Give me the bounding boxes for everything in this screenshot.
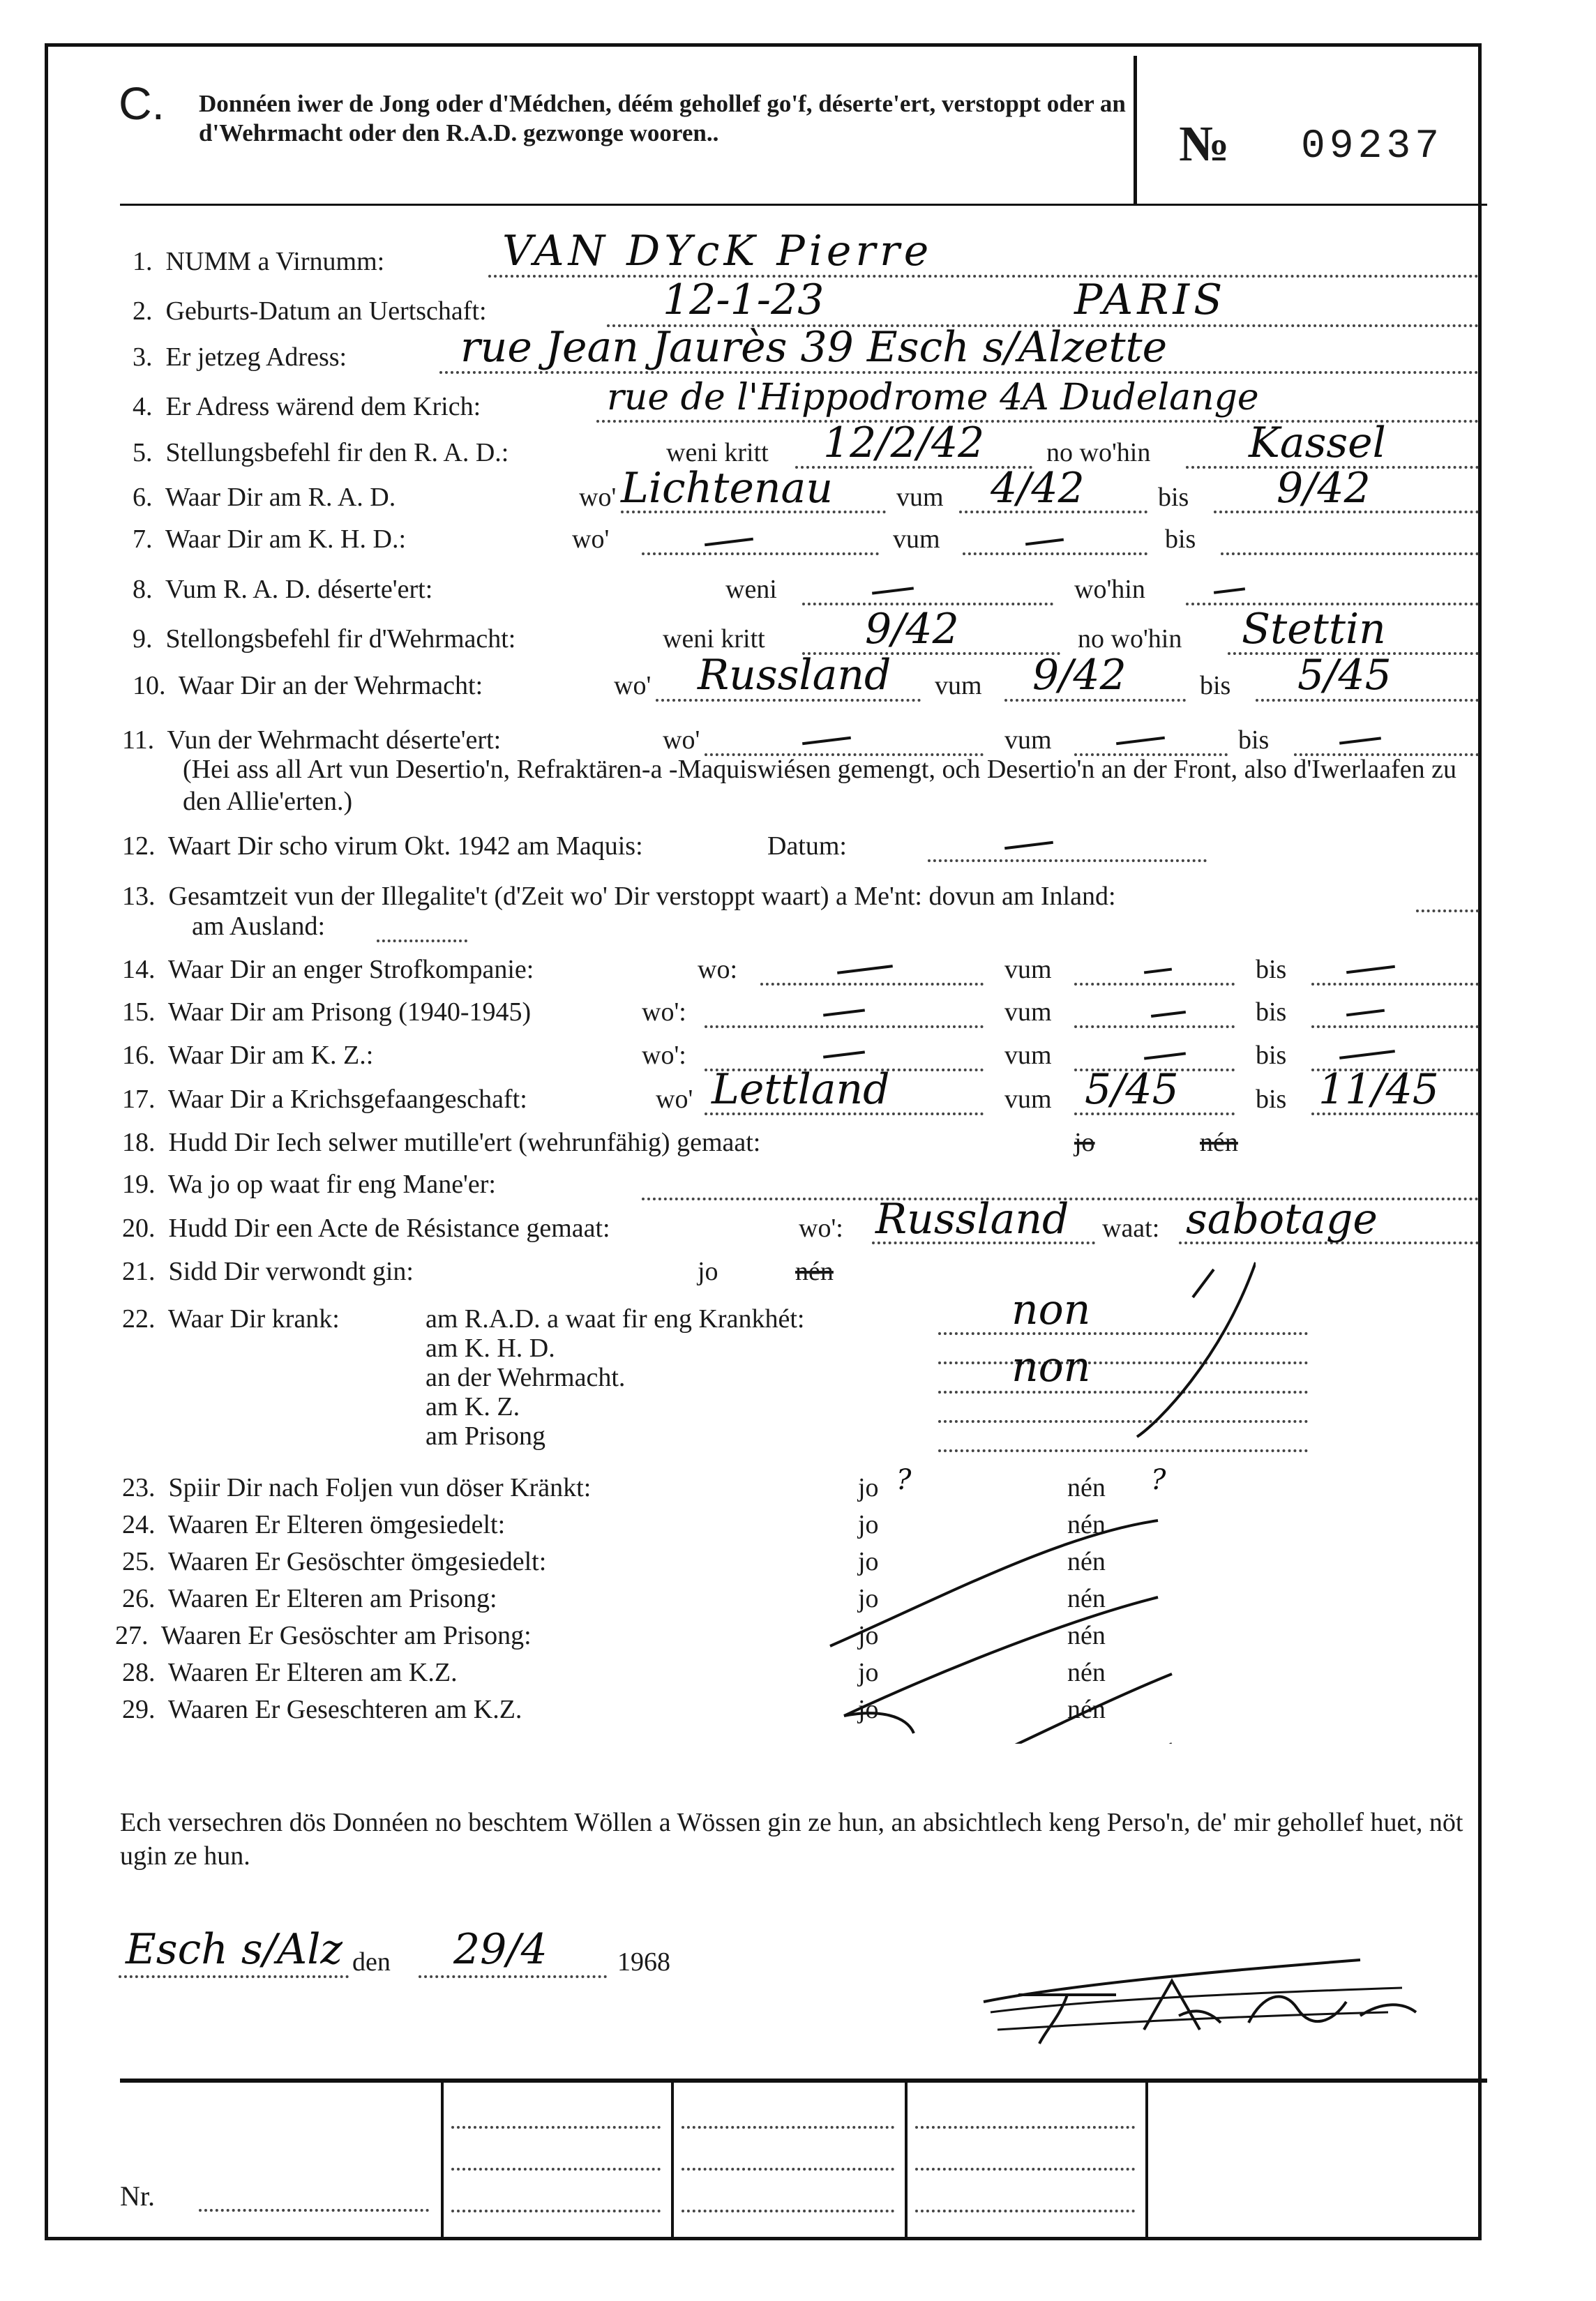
- line-6: 6. Waar Dir am R. A. D.: [133, 483, 396, 512]
- hw-war-address: rue de l'Hippodrome 4A Dudelange: [607, 377, 1259, 418]
- grid-divider: [441, 2083, 444, 2240]
- label-am-rad: am R.A.D. a waat fir eng Krankhét:: [426, 1304, 805, 1334]
- form-number: 09237: [1301, 124, 1444, 169]
- dotted-field: [642, 551, 879, 555]
- line-10: 10. Waar Dir an der Wehrmacht:: [133, 671, 483, 700]
- label-weni-kritt: weni kritt: [663, 624, 765, 654]
- section-letter: C.: [119, 77, 165, 129]
- header-rule: [120, 204, 1487, 206]
- declaration: Ech versechren dös Donnéen no beschtem Wöllen a Wössen gin ze hun, an absichtlech keng Perso'n, de' mir gehollef huet, nöt ugin ze hun.: [120, 1808, 1463, 1871]
- label-den: den: [352, 1947, 391, 1977]
- label-wo: wo:: [698, 955, 737, 984]
- label-vum: vum: [1004, 955, 1052, 984]
- line-2: 2. Geburts-Datum an Uertschaft:: [133, 296, 487, 326]
- label-bis: bis: [1200, 671, 1231, 700]
- dotted-field: [419, 1974, 607, 1978]
- dotted-field: [377, 938, 467, 942]
- option-jo: jo: [858, 1621, 879, 1650]
- option-jo: jo: [858, 1584, 879, 1613]
- label-wo: wo':: [799, 1214, 843, 1243]
- option-nen: nén: [1067, 1510, 1106, 1539]
- label-bis: bis: [1256, 1041, 1287, 1070]
- line-24: 24. Waaren Er Elteren ömgesiedelt:: [122, 1510, 506, 1539]
- dotted-field: [1311, 1024, 1479, 1028]
- dotted-field: [915, 2125, 1135, 2129]
- label-wo: wo': [663, 725, 700, 755]
- line-13: 13. Gesamtzeit vun der Illegalite't (d'Zeit wo' Dir verstoppt waart) a Me'nt: dovun am Inland:: [122, 882, 1116, 911]
- grid-divider: [671, 2083, 674, 2240]
- option-jo: jo: [858, 1695, 879, 1724]
- label-sub-kz: am K. Z.: [426, 1392, 520, 1421]
- label-weni-kritt: weni kritt: [666, 438, 769, 467]
- hw-name: VAN DYcK Pierre: [502, 227, 933, 276]
- label-datum: Datum:: [767, 831, 847, 861]
- dotted-field: [705, 1024, 984, 1028]
- label-wo: wo':: [642, 997, 686, 1027]
- label-bis: bis: [1256, 955, 1287, 984]
- hw-rad-order-where: Kassel: [1249, 418, 1386, 467]
- label-vum: vum: [1004, 1085, 1052, 1114]
- line-19: 19. Wa jo op waat fir eng Mane'er:: [122, 1170, 496, 1199]
- option-nen: nén: [1200, 1128, 1238, 1157]
- dotted-field: [963, 551, 1147, 555]
- hw-wehr-to: 5/45: [1297, 651, 1392, 700]
- dotted-field: [682, 2208, 894, 2212]
- hw-wehr-from: 9/42: [1032, 651, 1127, 700]
- line-29: 29. Waaren Er Geseschteren am K.Z.: [122, 1695, 522, 1724]
- label-vum: vum: [1004, 725, 1052, 755]
- option-nen: nén: [795, 1257, 834, 1286]
- line-3: 3. Er jetzeg Adress:: [133, 342, 347, 372]
- label-wo: wo':: [642, 1041, 686, 1070]
- hw-ill-rad: non: [1011, 1285, 1091, 1334]
- line-25: 25. Waaren Er Gesöschter ömgesiedelt:: [122, 1547, 547, 1576]
- label-year: 1968: [617, 1947, 670, 1977]
- line-20: 20. Hudd Dir een Acte de Résistance gemaat:: [122, 1214, 610, 1243]
- hw-q23-nen-mark: ?: [1151, 1464, 1166, 1496]
- option-jo: jo: [1074, 1128, 1095, 1157]
- option-nen: nén: [1067, 1658, 1106, 1687]
- hw-rad-where: Lichtenau: [621, 464, 833, 513]
- dotted-field: [682, 2166, 894, 2171]
- line-22: 22. Waar Dir krank:: [122, 1304, 340, 1334]
- label-wo: wo': [614, 671, 652, 700]
- dotted-field: [928, 858, 1207, 862]
- dotted-field: [915, 2208, 1135, 2212]
- line-7: 7. Waar Dir am K. H. D.:: [133, 525, 407, 554]
- line-label: NUMM a Virnumm:: [165, 247, 385, 276]
- hw-wehr-order-date: 9/42: [865, 605, 959, 654]
- hw-birth-place: PARIS: [1074, 276, 1227, 324]
- hw-ill-wehr: non: [1011, 1343, 1091, 1391]
- option-nen: nén: [1067, 1584, 1106, 1613]
- label-sub-khd: am K. H. D.: [426, 1334, 555, 1363]
- label-bis: bis: [1256, 1085, 1287, 1114]
- line-8: 8. Vum R. A. D. déserte'ert:: [133, 575, 433, 604]
- label-vum: vum: [893, 525, 940, 554]
- label-no-wohin: no wo'hin: [1046, 438, 1151, 467]
- option-jo: jo: [858, 1547, 879, 1576]
- grid-divider: [905, 2083, 908, 2240]
- number-label: №: [1179, 116, 1230, 172]
- label-bis: bis: [1158, 483, 1189, 512]
- hw-pow-from: 5/45: [1085, 1065, 1179, 1114]
- line-26: 26. Waaren Er Elteren am Prisong:: [122, 1584, 497, 1613]
- option-nen: nén: [1067, 1621, 1106, 1650]
- label-no-wohin: no wo'hin: [1078, 624, 1182, 654]
- hw-resistance-what: sabotage: [1186, 1195, 1378, 1244]
- label-sub-wehrmacht: an der Wehrmacht.: [426, 1363, 626, 1392]
- dotted-field: [1221, 551, 1479, 555]
- dotted-field: [760, 981, 984, 986]
- option-jo: jo: [858, 1473, 879, 1502]
- footer-grid: [120, 2083, 1487, 2240]
- line-14: 14. Waar Dir an enger Strofkompanie:: [122, 955, 534, 984]
- label-wo: wo': [572, 525, 610, 554]
- hw-address: rue Jean Jaurès 39 Esch s/Alzette: [460, 323, 1168, 372]
- line-16: 16. Waar Dir am K. Z.:: [122, 1041, 374, 1070]
- label-wo: wo': [656, 1085, 693, 1114]
- line-5: 5. Stellungsbefehl fir den R. A. D.:: [133, 438, 509, 467]
- label-waat: waat:: [1102, 1214, 1160, 1243]
- option-nen: nén: [1067, 1695, 1106, 1724]
- dotted-field: [199, 2208, 429, 2212]
- hw-rad-order-date: 12/2/42: [823, 418, 985, 467]
- hw-place: Esch s/Alz: [126, 1925, 343, 1974]
- label-sub-prisong: am Prisong: [426, 1421, 546, 1451]
- dotted-field: [1074, 1024, 1235, 1028]
- dotted-field: [119, 1974, 349, 1978]
- label-vum: vum: [1004, 997, 1052, 1027]
- nr-label: Nr.: [120, 2180, 155, 2212]
- line-1: [133, 246, 384, 278]
- hw-pow-to: 11/45: [1318, 1065, 1439, 1114]
- option-jo: jo: [698, 1257, 718, 1286]
- line-28: 28. Waaren Er Elteren am K.Z.: [122, 1658, 458, 1687]
- dotted-field: [915, 2166, 1135, 2171]
- section-title: Donnéen iwer de Jong oder d'Médchen, déém gehollef go'f, déserte'ert, verstoppt oder an d'Wehrmacht oder den R.A.D. gezwonge wooren..: [199, 90, 1126, 146]
- line-12: 12. Waart Dir scho virum Okt. 1942 am Maquis:: [122, 831, 643, 861]
- hw-rad-to: 9/42: [1277, 464, 1371, 513]
- hw-resistance-where: Russland: [875, 1195, 1069, 1244]
- dotted-field: [1311, 981, 1479, 986]
- dotted-field: [451, 2125, 661, 2129]
- line-9: 9. Stellongsbefehl fir d'Wehrmacht:: [133, 624, 516, 654]
- line-23: 23. Spiir Dir nach Foljen vun döser Kränkt:: [122, 1473, 592, 1502]
- label-wohin: wo'hin: [1074, 575, 1145, 604]
- dotted-field: [451, 2208, 661, 2212]
- dotted-field: [1074, 981, 1235, 986]
- option-jo: jo: [858, 1510, 879, 1539]
- line-18: 18. Hudd Dir Iech selwer mutille'ert (wehrunfähig) gemaat:: [122, 1128, 761, 1157]
- label-bis: bis: [1238, 725, 1270, 755]
- hw-pow-where: Lettland: [712, 1065, 890, 1114]
- label-bis: bis: [1165, 525, 1196, 554]
- label-vum: vum: [1004, 1041, 1052, 1070]
- line-number: 1.: [133, 247, 153, 276]
- signature: [970, 1946, 1430, 2058]
- label-vum: vum: [896, 483, 944, 512]
- line-4: 4. Er Adress wärend dem Krich:: [133, 392, 481, 421]
- grid-divider: [1145, 2083, 1148, 2240]
- hw-q23-jo-mark: ?: [896, 1464, 912, 1496]
- hw-birth-date: 12-1-23: [663, 276, 825, 324]
- label-vum: vum: [935, 671, 982, 700]
- line-15: 15. Waar Dir am Prisong (1940-1945): [122, 997, 532, 1027]
- option-nen: nén: [1067, 1473, 1106, 1502]
- hw-day: 29/4: [453, 1925, 548, 1974]
- option-jo: jo: [858, 1658, 879, 1687]
- label-wo: wo': [579, 483, 617, 512]
- dotted-field: [451, 2166, 661, 2171]
- option-nen: nén: [1067, 1547, 1106, 1576]
- header-divider: [1134, 56, 1137, 204]
- line-17: 17. Waar Dir a Krichsgefaangeschaft:: [122, 1085, 527, 1114]
- line-11: 11. Vun der Wehrmacht déserte'ert:: [122, 725, 502, 755]
- line-21: 21. Sidd Dir verwondt gin:: [122, 1257, 414, 1286]
- dotted-field: [682, 2125, 894, 2129]
- line-27: 27. Waaren Er Gesöschter am Prisong:: [115, 1621, 532, 1650]
- label-bis: bis: [1256, 997, 1287, 1027]
- label-am-ausland: am Ausland:: [192, 912, 326, 941]
- label-weni: weni: [725, 575, 777, 604]
- hw-rad-from: 4/42: [991, 464, 1085, 513]
- answer-strike-lines: [767, 1255, 1256, 1744]
- line-11-note: (Hei ass all Art vun Desertio'n, Refraktären-a -Maquiswiésen gemengt, och Desertio'n an der Front, also d'Iwerlaafen zu den Allie'erten.): [183, 755, 1456, 816]
- hw-wehr-order-where: Stettin: [1242, 605, 1386, 654]
- dotted-field: [1416, 908, 1479, 912]
- hw-wehr-where: Russland: [698, 651, 891, 700]
